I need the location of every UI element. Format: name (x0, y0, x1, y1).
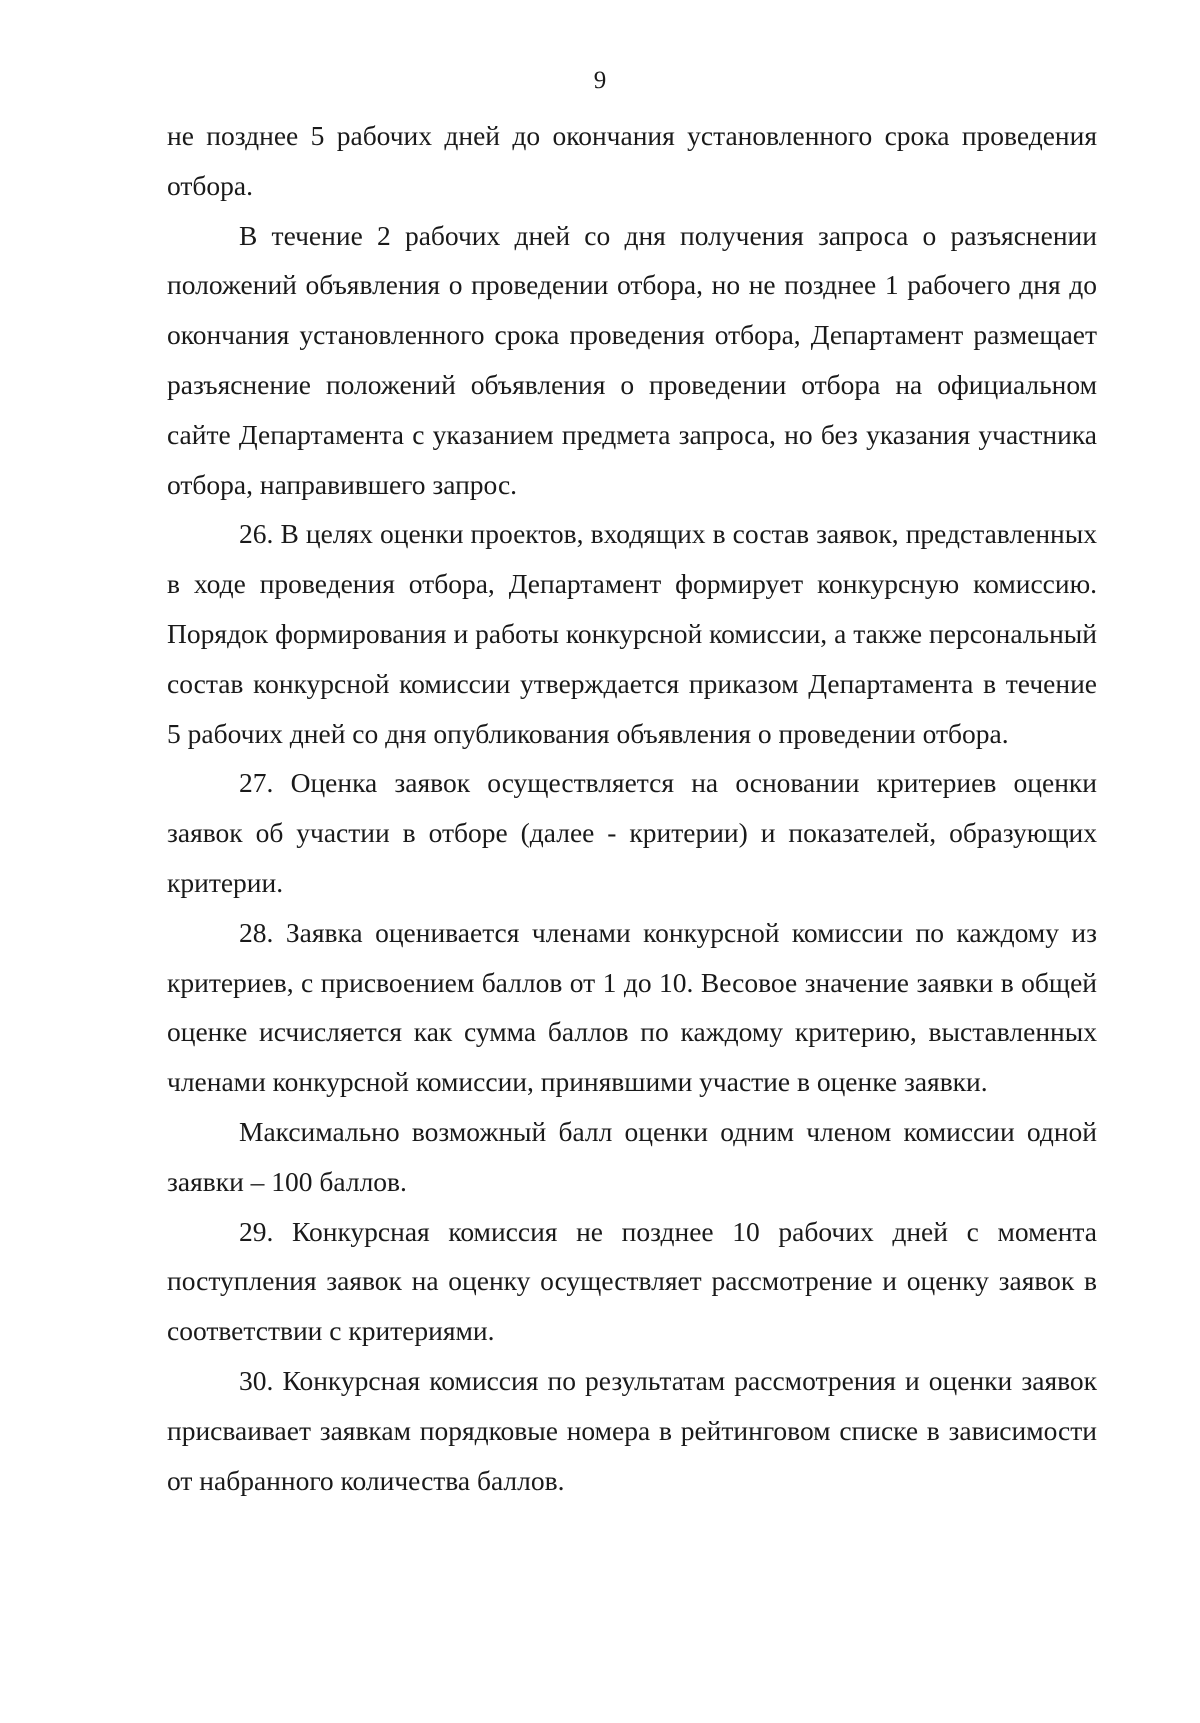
paragraph-max-score: Максимально возможный балл оценки одним членом комиссии одной заявки – 100 баллов. (167, 1115, 1097, 1197)
document-body (167, 111, 1097, 1505)
paragraph-26: 26. В целях оценки проектов, входящих в состав заявок, представленных в ходе проведения отбора, Департамент формирует конкурсную комиссию. Порядок формирования и работы конкурсной комиссии, а также персональный состав конкурсной комиссии утверждается приказом Департамента в течение 5 рабочих дней со дня опубликования объявления о проведении отбора. (167, 518, 1097, 749)
paragraph-28: 28. Заявка оценивается членами конкурсной комиссии по каждому из критериев, с присвоением баллов от 1 до 10. Весовое значение заявки в общей оценке исчисляется как сумма баллов по каждому критерию, выставленных членами конкурсной комиссии, принявшими участие в оценке заявки. (167, 916, 1097, 1098)
paragraph-continuation: не позднее 5 рабочих дней до окончания установленного срока проведения отбора. (167, 120, 1097, 201)
paragraph-30: 30. Конкурсная комиссия по результатам рассмотрения и оценки заявок присваивает заявкам порядковые номера в рейтинговом списке в зависимости от набранного количества баллов. (167, 1364, 1097, 1496)
page-number: 9 (593, 67, 607, 94)
paragraph-27: 27. Оценка заявок осуществляется на основании критериев оценки заявок об участии в отборе (далее - критерии) и показателей, образующих критерии. (167, 767, 1097, 898)
paragraph-29: 29. Конкурсная комиссия не позднее 10 рабочих дней с момента поступления заявок на оценку осуществляет рассмотрение и оценку заявок в соответствии с критериями. (167, 1215, 1097, 1347)
paragraph-clarification: В течение 2 рабочих дней со дня получения запроса о разъяснении положений объявления о проведении отбора, но не позднее 1 рабочего дня до окончания установленного срока проведения отбора, Департамент размещает разъяснение положений объявления о проведении отбора на официальном сайте Департамента с указанием предмета запроса, но без указания участника отбора, направившего запрос. (167, 219, 1097, 500)
